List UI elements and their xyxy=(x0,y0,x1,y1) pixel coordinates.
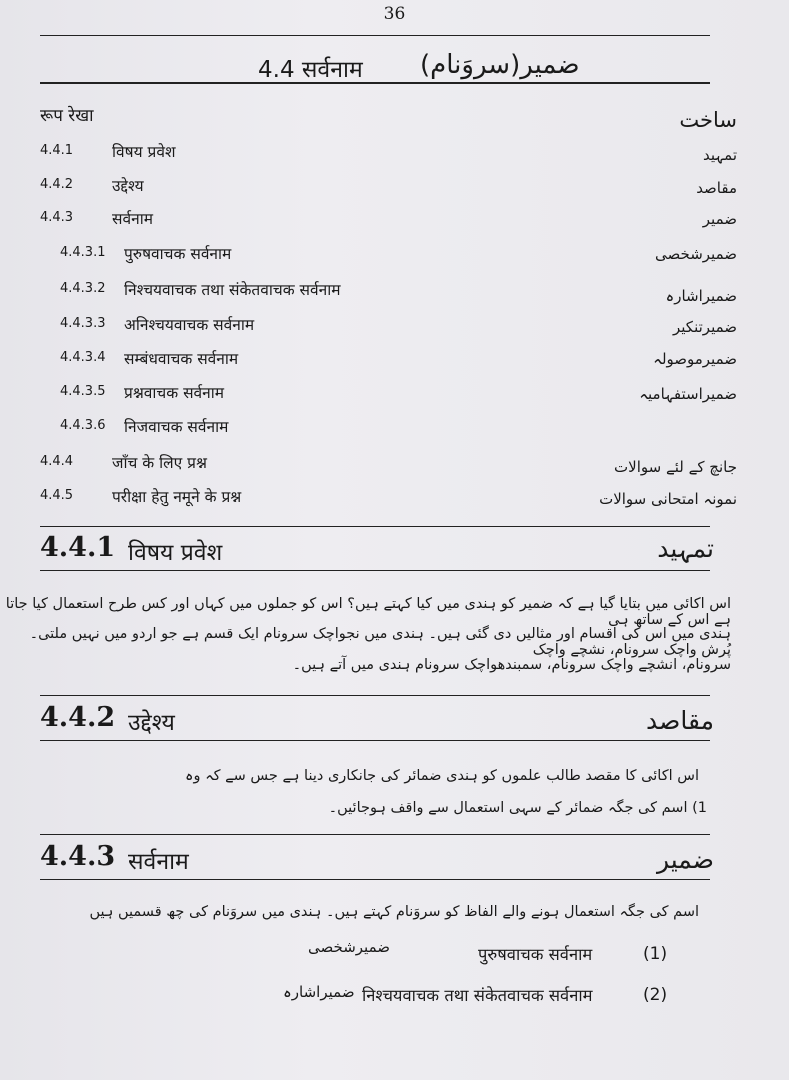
section-bottom-rule xyxy=(40,570,710,571)
list-item-hindi: पुरुषवाचक सर्वनाम xyxy=(478,945,593,964)
outline-item-urdu: ضمیرتنکیر xyxy=(673,318,737,336)
outline-item-urdu: ضمیر xyxy=(702,210,737,228)
outline-item-urdu: مقاصد xyxy=(696,179,737,197)
section-title-hindi: विषय प्रवेश xyxy=(128,540,223,566)
section-title-hindi: सर्वनाम xyxy=(128,849,189,875)
section-title-urdu: تمہید xyxy=(657,534,714,563)
outline-item-number: 4.4.4 xyxy=(40,454,74,469)
header-top-rule xyxy=(40,35,710,36)
paragraph-line: ہندی میں اس کی اقسام اور مثالیں دی گئی ہیں۔ ہندی میں نجواچک سرونام ایک قسم ہے جو اردو میں نہیں ملتی۔ پُرش واچک سرونام، نشچے واچک xyxy=(29,626,731,658)
outline-item-urdu: جانچ کے لئے سوالات xyxy=(614,458,737,476)
list-item-urdu: ضمیرشخصی xyxy=(308,938,390,956)
section-number: 4.4.2 xyxy=(40,702,116,733)
outline-item-number: 4.4.3.3 xyxy=(60,316,106,331)
list-item-hindi: निश्चयवाचक तथा संकेतवाचक सर्वनाम xyxy=(362,986,593,1005)
section-top-rule xyxy=(40,834,710,835)
outline-item-urdu: تمہید xyxy=(702,146,737,164)
section-top-rule xyxy=(40,526,710,527)
outline-item-hindi: परीक्षा हेतु नमूने के प्रश्न xyxy=(112,488,242,506)
outline-item-hindi: विषय प्रवेश xyxy=(112,143,176,161)
outline-label-urdu: ساخت xyxy=(679,108,737,132)
outline-item-number: 4.4.3.4 xyxy=(60,350,106,365)
header-bottom-rule xyxy=(40,82,710,84)
outline-item-urdu: ضمیرشخصی xyxy=(655,245,737,263)
outline-item-hindi: निश्चयवाचक तथा संकेतवाचक सर्वनाम xyxy=(124,281,341,299)
paragraph-line: سرونام، انشچے واچک سرونام، سمبندھواچک سرونام ہندی میں آتے ہیں۔ xyxy=(292,657,731,673)
section-number: 4.4.3 xyxy=(40,841,116,872)
section-bottom-rule xyxy=(40,879,710,880)
paragraph-line: اسم کی جگہ استعمال ہونے والے الفاظ کو سروَنام کہتے ہیں۔ ہندی میں سروَنام کی چھ قسمیں ہیں xyxy=(89,904,699,920)
section-title-urdu: ضمیر xyxy=(656,845,714,874)
outline-item-urdu: نمونہ امتحانی سوالات xyxy=(599,490,737,508)
outline-item-hindi: उद्देश्य xyxy=(112,177,144,195)
list-item-number: (2) xyxy=(643,985,668,1005)
section-title-hindi: उद्देश्य xyxy=(128,710,175,736)
outline-item-hindi: जाँच के लिए प्रश्न xyxy=(112,454,207,472)
section-title-urdu: مقاصد xyxy=(645,706,714,735)
outline-item-hindi: निजवाचक सर्वनाम xyxy=(124,418,229,436)
outline-label-hindi: रूप रेखा xyxy=(40,106,94,126)
paragraph-line: 1) اسم کی جگہ ضمائر کے سہی استعمال سے واقف ہوجائیں۔ xyxy=(328,800,707,816)
outline-item-hindi: प्रश्नवाचक सर्वनाम xyxy=(124,384,225,402)
section-number: 4.4.1 xyxy=(40,532,116,563)
paragraph-line: اس اکائی کا مقصد طالب علموں کو ہندی ضمائر کی جانکاری دینا ہے جس سے کہ وہ xyxy=(185,768,699,784)
outline-item-number: 4.4.3 xyxy=(40,210,74,225)
list-item-number: (1) xyxy=(643,944,668,964)
outline-item-number: 4.4.3.5 xyxy=(60,384,106,399)
section-top-rule xyxy=(40,695,710,696)
list-item-urdu: ضمیراشارہ xyxy=(283,983,355,1001)
chapter-title-hindi: 4.4 सर्वनाम xyxy=(258,57,363,83)
paragraph-line: اس اکائی میں بتایا گیا ہے کہ ضمیر کو ہندی میں کیا کہتے ہیں؟ اس کو جملوں میں کہاں اور کس طرح استعمال کیا جاتا ہے اس کے ساتھ ہی xyxy=(5,596,731,628)
outline-item-number: 4.4.2 xyxy=(40,177,74,192)
outline-item-hindi: सर्वनाम xyxy=(112,210,153,228)
page-number: 36 xyxy=(383,4,406,24)
chapter-title-urdu: ضمیر(سروَنام) xyxy=(420,50,580,80)
outline-item-number: 4.4.5 xyxy=(40,488,74,503)
outline-item-urdu: ضمیراشارہ xyxy=(665,287,737,305)
outline-item-hindi: पुरुषवाचक सर्वनाम xyxy=(124,245,232,263)
outline-item-number: 4.4.3.1 xyxy=(60,245,106,260)
outline-item-hindi: अनिश्चयवाचक सर्वनाम xyxy=(124,316,255,334)
section-bottom-rule xyxy=(40,740,710,741)
outline-item-urdu: ضمیراستفہامیہ xyxy=(639,385,737,403)
outline-item-hindi: सम्बंधवाचक सर्वनाम xyxy=(124,350,239,368)
outline-item-number: 4.4.3.6 xyxy=(60,418,106,433)
outline-item-number: 4.4.1 xyxy=(40,143,74,158)
outline-item-urdu: ضمیرموصولہ xyxy=(653,350,737,368)
outline-item-number: 4.4.3.2 xyxy=(60,281,106,296)
